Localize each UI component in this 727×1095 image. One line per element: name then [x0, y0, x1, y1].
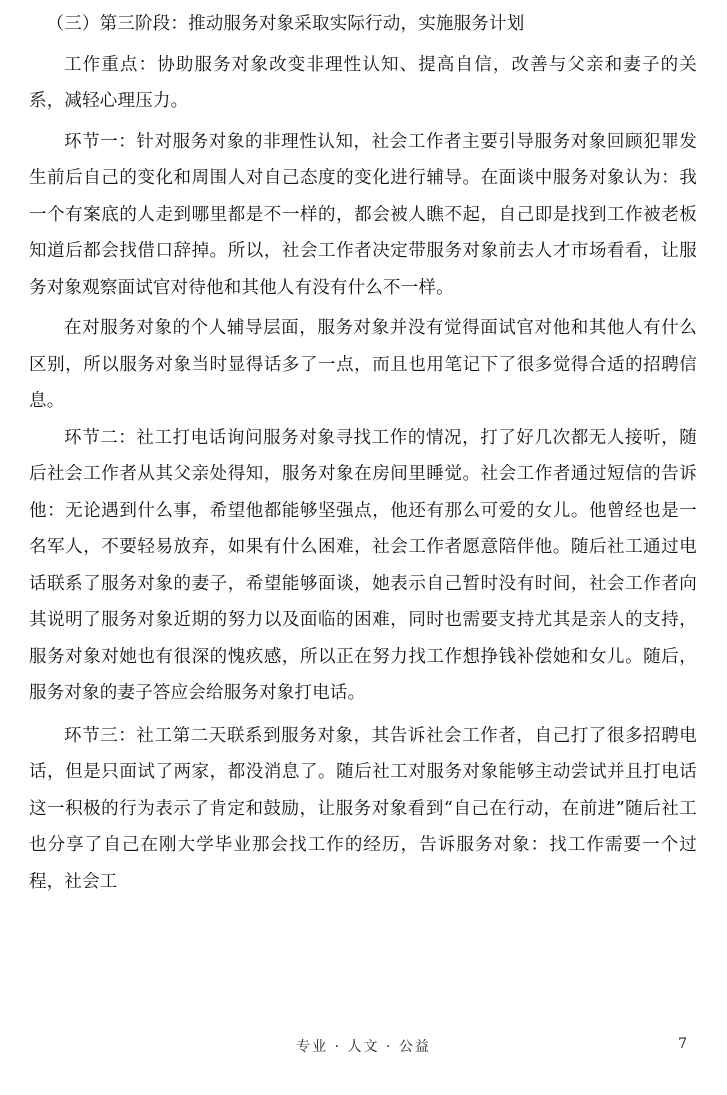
paragraph-step-three: 环节三：社工第二天联系到服务对象，其告诉社会工作者，自己打了很多招聘电话，但是只面试了两家，都没消息了。随后社工对服务对象能够主动尝试并且打电话这一积极的行为表示了肯定和鼓励，让服务对象看到“自己在行动，在前进”随后社工也分享了自己在刚大学毕业那会找工作的经历，告诉服务对象：找工作需要一个过程，社会工 — [29, 725, 697, 892]
document-body — [29, 6, 697, 900]
paragraph-work-focus: 工作重点：协助服务对象改变非理性认知、提高自信，改善与父亲和妻子的关系，减轻心理压力。 — [29, 54, 697, 111]
section-heading: （三）第三阶段：推动服务对象采取实际行动，实施服务计划 — [46, 14, 525, 34]
footer-slogan: 专业 · 人文 · 公益 — [296, 1039, 431, 1055]
paragraph-step-two: 环节二：社工打电话询问服务对象寻找工作的情况，打了好几次都无人接听，随后社会工作者从其父亲处得知，服务对象在房间里睡觉。社会工作者通过短信的告诉他：无论遇到什么事，希望他都能够坚强点，他还有那么可爱的女儿。他曾经也是一名军人，不要轻易放弃，如果有什么困难，社会工作者愿意陪伴他。随后社工通过电话联系了服务对象的妻子，希望能够面谈，她表示自己暂时没有时间，社会工作者向其说明了服务对象近期的努力以及面临的困难，同时也需要支持尤其是亲人的支持，服务对象对她也有很深的愧疚感，所以正在努力找工作想挣钱补偿她和女儿。随后，服务对象的妻子答应会给服务对象打电话。 — [29, 427, 697, 703]
paragraph-step-one: 环节一：针对服务对象的非理性认知，社会工作者主要引导服务对象回顾犯罪发生前后自己的变化和周围人对自己态度的变化进行辅导。在面谈中服务对象认为：我一个有案底的人走到哪里都是不一样的，都会被人瞧不起，自己即是找到工作被老板知道后都会找借口辞掉。所以，社会工作者决定带服务对象前去人才市场看看，让服务对象观察面试官对待他和其他人有没有什么不一样。 — [29, 131, 697, 298]
paragraph-individual-counseling: 在对服务对象的个人辅导层面，服务对象并没有觉得面试官对他和其他人有什么区别，所以服务对象当时显得话多了一点，而且也用笔记下了很多觉得合适的招聘信息。 — [29, 318, 697, 411]
page-number: 7 — [678, 1036, 687, 1052]
page-footer — [0, 1036, 727, 1060]
